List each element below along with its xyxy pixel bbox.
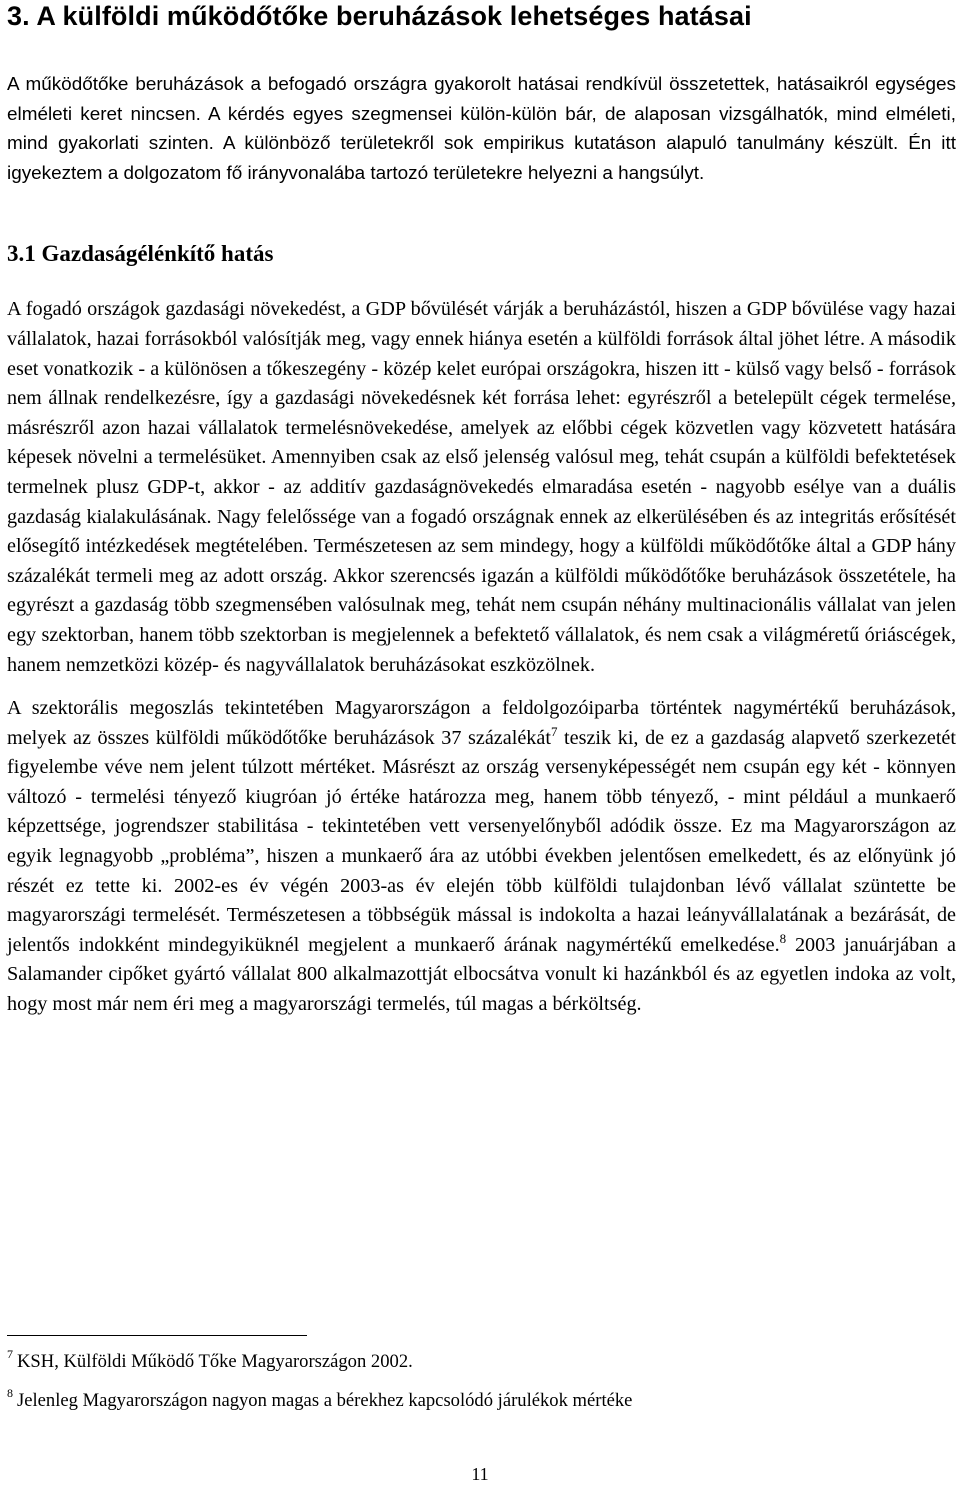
chapter-heading: 3. A külföldi működőtőke beruházások lehetséges hatásai: [7, 1, 752, 31]
footnote-8: [7, 1386, 633, 1413]
footnote-7: [7, 1347, 413, 1374]
footnote-reference-7[interactable]: 7: [550, 723, 558, 739]
body-paragraph-2-part-b: teszik ki, de ez a gazdaság alapvető szerkezetét figyelembe véve nem jelent túlzott mértéket. Másrészt az ország versenyképességét nem csupán egy két - könnyen változó - termelési tényező kiugróan jó értéke határozza meg, hanem több tényező, - mint például a munkaerő képzettsége, jogrendszer stabilitása - tekintetében vett versenyelőnyből adódik össze. Ez ma Magyarországon az egyik legnagyobb „probléma”, hiszen a munkaerő ára az utóbbi években jelentősen emelkedett, és az előnyünk jó részét ez tette ki. 2002-es év végén 2003-as év elején több külföldi tulajdonban lévő vállalat szüntette be magyarországi termelését. Természetesen a többségük mással is indokolta a hazai leányvállalatának a bezárását, de jelentős indokként mindegyiküknél megjelent a munkaerő árának nagymértékű emelkedése.: [7, 726, 956, 956]
document-page: [7, 0, 956, 1020]
body-paragraph-2-part-c: 2003 januárjában a Salamander cipőket gyártó vállalat 800 alkalmazottját elbocsátva vonult ki hazánkból és az egyetlen indoka az volt, hogy most már nem éri meg a magyarországi termelés, túl magas a bérköltség.: [7, 933, 956, 1016]
intro-paragraph: A működőtőke beruházások a befogadó országra gyakorolt hatásai rendkívül összetettek, hatásaikról egységes elméleti keret nincsen. A kérdés egyes szegmensei külön-külön bár, de alaposan vizsgálhatók, mind elméleti, mind gyakorlati szinten. A különböző területekről sok empirikus kutatáson alapuló tanulmány készült. Én itt igyekeztem a dolgozatom fő irányvonalába tartozó területekre helyezni a hangsúlyt.: [7, 74, 956, 184]
body-paragraph-2-part-a: A szektorális megoszlás tekintetében Magyarországon a feldolgozóiparba történtek nagymértékű beruházások, melyek az összes külföldi működőtőke beruházások 37 százalékát: [7, 697, 956, 749]
section-heading: 3.1 Gazdaságélénkítő hatás: [7, 241, 274, 267]
footnote-number: 8: [7, 1386, 13, 1400]
footnote-separator: [7, 1335, 307, 1336]
page-number: 11: [471, 1464, 489, 1484]
footnote-number: 7: [7, 1347, 13, 1361]
footnote-text: KSH, Külföldi Működő Tőke Magyarországon 2002.: [17, 1351, 413, 1372]
body-paragraph-2: [7, 694, 956, 1020]
footnote-reference-8[interactable]: 8: [779, 930, 787, 946]
body-paragraph-1: A fogadó országok gazdasági növekedést, a GDP bővülését várják a beruházástól, hiszen a GDP bővülése vagy hazai vállalatok, hazai forrásokból valósítják meg, vagy ennek hiánya esetén a külföldi források által jöhet létre. A második eset vonatkozik - a különösen a tőkeszegény - közép kelet európai országokra, hiszen itt - külső vagy belső - források nem állnak rendelkezésre, így a gazdasági növekedésnek két forrása lehet: egyrészről a betelepült cégek termelése, másrészről azon hazai vállalatok termelésnövekedése, amelyek az előbbi cégek közvetlen vagy közvetett hatására képesek növelni a termelésüket. Amennyiben csak az első jelenség valósul meg, tehát csupán a külföldi befektetések termelnek plusz GDP-t, akkor - az additív gazdaságnövekedés elmaradása esetén - nagyobb esélye van a duális gazdaság kialakulásának. Nagy felelőssége van a fogadó országnak ennek az elkerülésében és az integritás erősítését elősegítő intézkedések megtételében. Természetesen az sem mindegy, hogy a külföldi működőtőke által a GDP hány százalékát termeli meg az adott ország. Akkor szerencsés igazán a külföldi működőtőke beruházások összetétele, ha egyrészt a gazdaság több szegmensében valósulnak meg, tehát nem csupán néhány multinacionális vállalat van jelen egy szektorban, hanem több szektorban is megjelennek a befektető vállalatok, és nem csak a világméretű óriáscégek, hanem nemzetközi közép- és nagyvállalatok beruházásokat eszközölnek.: [7, 298, 956, 676]
footnote-text: Jelenleg Magyarországon nagyon magas a bérekhez kapcsolódó járulékok mértéke: [17, 1390, 633, 1411]
